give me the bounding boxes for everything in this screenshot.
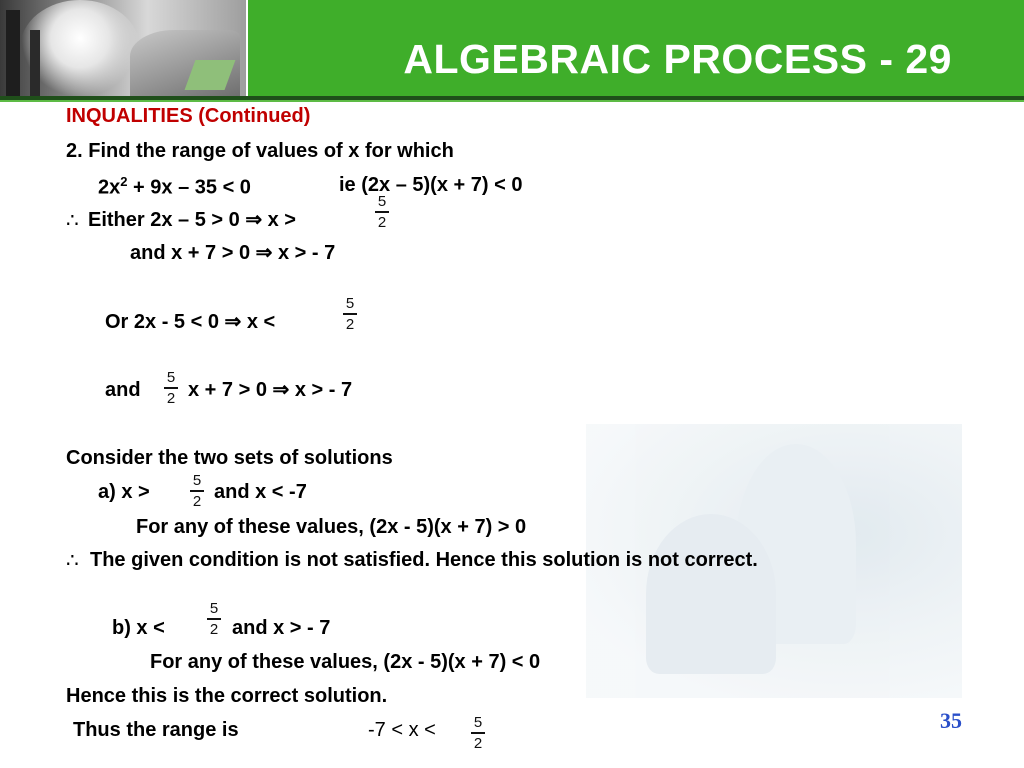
- fraction-five-halves: [343, 296, 357, 332]
- chimney-shape: [6, 10, 20, 96]
- fraction-numerator: 5: [473, 714, 483, 731]
- not-satisfied-line: The given condition is not satisfied. Hence this solution is not correct.: [90, 549, 758, 571]
- range-label: Thus the range is: [73, 719, 239, 741]
- fraction-numerator: 5: [209, 600, 219, 617]
- fraction-bar: [164, 387, 178, 389]
- page-number: 35: [940, 708, 962, 733]
- range-expression: -7 < x <: [368, 719, 436, 741]
- person-silhouette: [646, 514, 776, 674]
- fraction-five-halves: [375, 194, 389, 230]
- equation-part: 2x: [98, 176, 121, 199]
- correct-solution-line: Hence this is the correct solution.: [66, 685, 388, 707]
- fraction-denominator: 2: [345, 315, 355, 333]
- fraction-numerator: 5: [192, 472, 202, 489]
- section-heading: INQUALITIES (Continued): [66, 105, 311, 127]
- fraction-denominator: 2: [192, 492, 202, 510]
- equation-exponent: 2: [120, 174, 128, 189]
- and-line-prefix: and: [105, 379, 141, 401]
- case-a-prefix: a) x >: [98, 481, 150, 503]
- header-divider-accent: [0, 100, 1024, 102]
- and-line: and x + 7 > 0 ⇒ x > - 7: [130, 242, 336, 264]
- fraction-five-halves: [207, 601, 221, 637]
- case-a-check: For any of these values, (2x - 5)(x + 7) > 0: [136, 516, 527, 538]
- fraction-numerator: 5: [377, 193, 387, 210]
- case-b-check: For any of these values, (2x - 5)(x + 7) < 0: [150, 651, 541, 673]
- case-a-condition: and x < -7: [214, 481, 307, 503]
- factored-equation: ie (2x – 5)(x + 7) < 0: [339, 174, 523, 196]
- fraction-bar: [375, 211, 389, 213]
- fraction-bar: [190, 490, 204, 492]
- problem-statement: 2. Find the range of values of x for which: [66, 140, 454, 162]
- either-line: Either 2x – 5 > 0 ⇒ x >: [88, 209, 296, 231]
- fraction-denominator: 2: [166, 389, 176, 407]
- case-b-prefix: b) x <: [112, 617, 165, 639]
- fraction-bar: [207, 618, 221, 620]
- and-line-condition: x + 7 > 0 ⇒ x > - 7: [188, 379, 353, 401]
- equation-part: + 9x – 35 < 0: [127, 176, 251, 199]
- fraction-denominator: 2: [377, 213, 387, 231]
- title-bar: [248, 0, 1024, 96]
- or-line: Or 2x - 5 < 0 ⇒ x <: [105, 311, 276, 333]
- fraction-five-halves: [190, 473, 204, 509]
- fraction-denominator: 2: [209, 620, 219, 638]
- fraction-bar: [471, 732, 485, 734]
- fraction-numerator: 5: [345, 295, 355, 312]
- chimney-shape: [30, 30, 40, 96]
- quadratic-equation: [98, 175, 251, 198]
- fraction-numerator: 5: [166, 369, 176, 386]
- fraction-five-halves: [471, 715, 485, 751]
- fraction-bar: [343, 313, 357, 315]
- slide-title: ALGEBRAIC PROCESS - 29: [403, 36, 952, 82]
- fraction-denominator: 2: [473, 734, 483, 752]
- therefore-icon: ∴: [66, 208, 79, 232]
- header-photo: [0, 0, 246, 96]
- therefore-icon: ∴: [66, 548, 79, 572]
- fraction-five-halves: [164, 370, 178, 406]
- case-b-condition: and x > - 7: [232, 617, 331, 639]
- consider-line: Consider the two sets of solutions: [66, 447, 393, 469]
